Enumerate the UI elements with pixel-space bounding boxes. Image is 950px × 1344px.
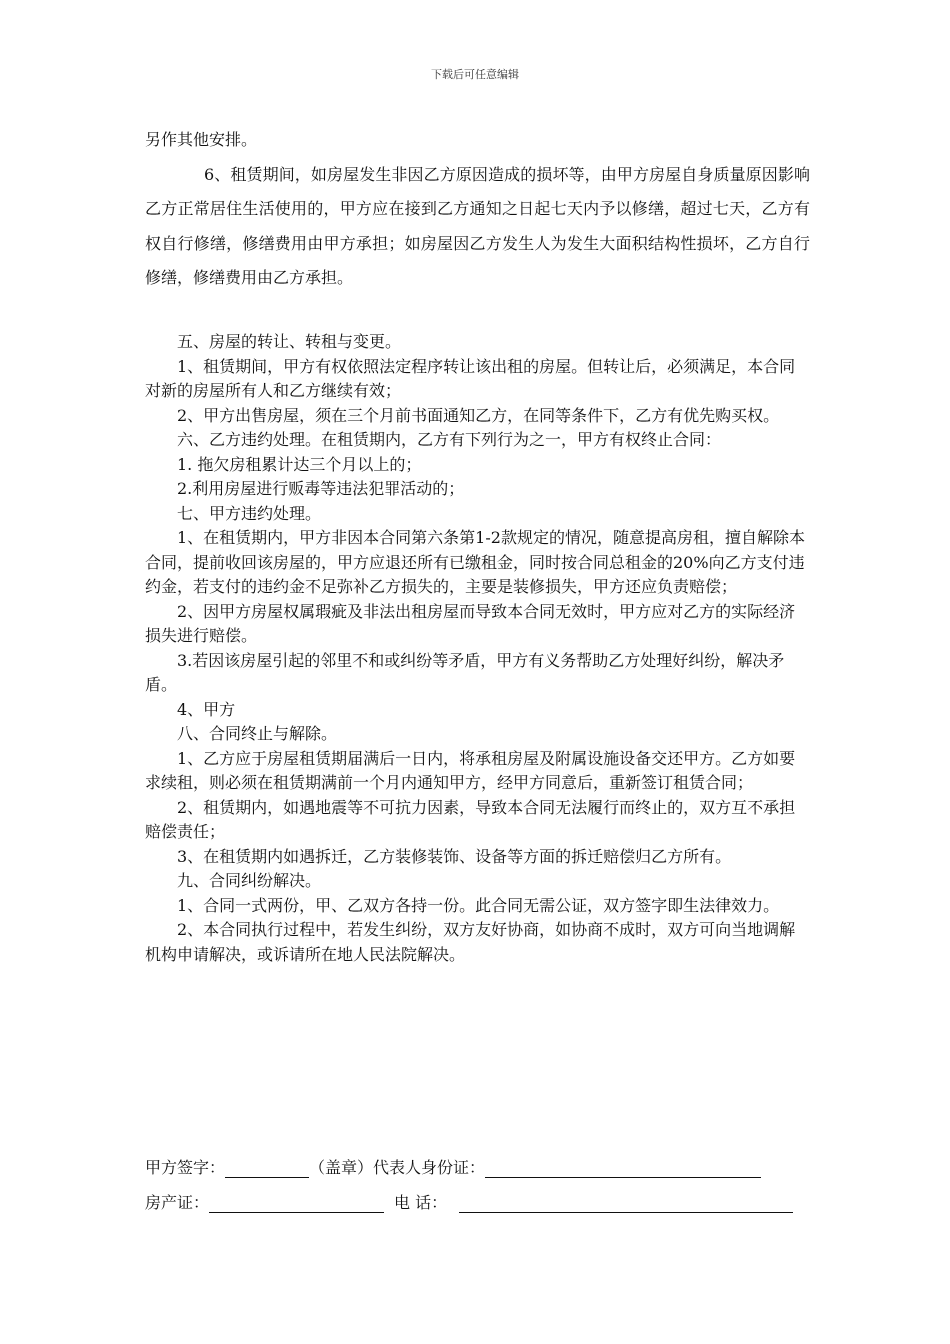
paragraph: 1、乙方应于房屋租赁期届满后一日内，将承租房屋及附属设施设备交还甲方。乙方如要求续租，则必须在租赁期满前一个月内通知甲方，经甲方同意后，重新签订租赁合同；	[145, 748, 796, 792]
paragraph: 6、租赁期间，如房屋发生非因乙方原因造成的损坏等，由甲方房屋自身质量原因影响乙方正常居住生活使用的，甲方应在接到乙方通知之日起七天内予以修缮，超过七天，乙方有权自行修缮，修缮费用由甲方承担；如房屋因乙方发生人为发生大面积结构性损坏，乙方自行修缮，修缮费用由乙方承担。	[145, 164, 810, 287]
party-a-signature-line[interactable]	[225, 1159, 309, 1178]
paragraph: 另作其他安排。	[145, 130, 258, 149]
paragraph: 2、本合同执行过程中，若发生纠纷，双方友好协商，如协商不成时，双方可向当地调解机构申请解决，或诉请所在地人民法院解决。	[145, 920, 796, 964]
id-number-line[interactable]	[485, 1159, 761, 1178]
paragraph: 3、在租赁期内如遇拆迁，乙方装修装饰、设备等方面的拆迁赔偿归乙方所有。	[177, 846, 732, 866]
paragraph: 2、租赁期内，如遇地震等不可抗力因素，导致本合同无法履行而终止的，双方互不承担赔偿责任；	[145, 797, 796, 841]
paragraph: 1、租赁期间，甲方有权依照法定程序转让该出租的房屋。但转让后，必须满足，本合同对新的房屋所有人和乙方继续有效；	[145, 356, 796, 400]
section-heading: 六、乙方违约处理。在租赁期内，乙方有下列行为之一，甲方有权终止合同：	[177, 430, 722, 449]
paragraph: 3.若因该房屋引起的邻里不和或纠纷等矛盾，甲方有义务帮助乙方处理好纠纷，解决矛盾。	[145, 650, 785, 694]
signature-row-1	[145, 1155, 761, 1178]
signature-row-2	[145, 1190, 793, 1213]
party-a-signature-label: 甲方签字：	[145, 1158, 226, 1177]
property-cert-line[interactable]	[209, 1194, 384, 1213]
paragraph: 2、因甲方房屋权属瑕疵及非法出租房屋而导致本合同无效时，甲方应对乙方的实际经济损失进行赔偿。	[145, 601, 796, 645]
section-heading: 七、甲方违约处理。	[177, 503, 322, 523]
section-heading: 八、合同终止与解除。	[177, 724, 338, 743]
phone-line[interactable]	[459, 1194, 793, 1213]
seal-id-label: （盖章）代表人身份证：	[309, 1158, 486, 1177]
paragraph: 1、合同一式两份，甲、乙双方各持一份。此合同无需公证，双方签字即生法律效力。	[177, 895, 780, 915]
paragraph: 4、甲方	[177, 699, 236, 719]
section-heading: 九、合同纠纷解决。	[177, 871, 322, 890]
page-header: 下载后可任意编辑	[431, 68, 519, 81]
paragraph: 1、在租赁期内，甲方非因本合同第六条第1-2款规定的情况，随意提高房租，擅自解除本合同，提前收回该房屋的，甲方应退还所有已缴租金，同时按合同总租金的20%向乙方支付违约金，若支付的违约金不足弥补乙方损失的，主要是装修损失，甲方还应负责赔偿；	[145, 528, 805, 596]
phone-label: 电 话：	[394, 1193, 448, 1212]
section-heading: 五、房屋的转让、转租与变更。	[177, 332, 402, 351]
contract-body	[145, 330, 810, 967]
property-cert-label: 房产证：	[145, 1193, 210, 1212]
paragraph: 2.利用房屋进行贩毒等违法犯罪活动的；	[177, 479, 465, 498]
paragraph: 1. 拖欠房租累计达三个月以上的；	[177, 454, 422, 474]
paragraph: 2、甲方出售房屋，须在三个月前书面通知乙方，在同等条件下，乙方有优先购买权。	[177, 405, 780, 425]
continued-clause	[145, 123, 810, 296]
